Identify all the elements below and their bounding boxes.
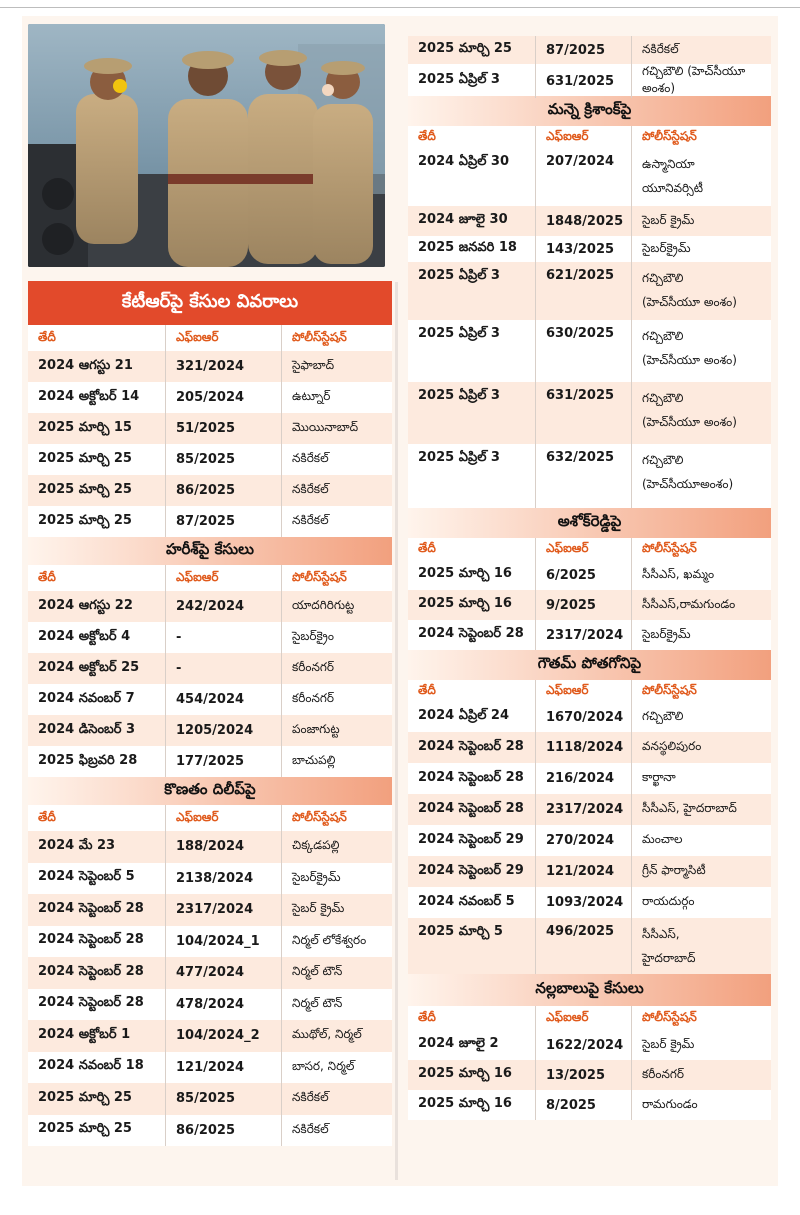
station-cell: సైబర్‌క్రైం <box>292 629 334 643</box>
table-row <box>408 794 771 825</box>
table-row <box>28 653 392 684</box>
fir-cell: 242/2024 <box>166 591 282 622</box>
date-cell: 2025 ఏప్రిల్ 3 <box>408 320 536 382</box>
fir-cell: 1848/2025 <box>536 206 632 236</box>
station-cell: పంజాగుట్ట <box>292 722 340 736</box>
station-cell: సీసీఎస్,రామగుండం <box>642 596 736 611</box>
date-cell: 2024 అక్టోబర్ 25 <box>28 653 166 684</box>
station-cell: కరీంనగర్ <box>642 1066 685 1081</box>
fir-header: ఎఫ్ఐఆర్ <box>536 680 632 702</box>
fir-cell: 631/2025 <box>536 382 632 444</box>
fir-cell: 632/2025 <box>536 444 632 508</box>
fir-cell: 85/2025 <box>166 444 282 475</box>
table-row <box>408 1030 771 1060</box>
station-cell: గ్రీన్ ఫార్మాసిటీ <box>642 863 706 877</box>
fir-cell: 188/2024 <box>166 831 282 863</box>
table-row <box>408 825 771 856</box>
date-cell: 2025 మార్చి 25 <box>28 506 166 537</box>
date-cell: 2025 ఏప్రిల్ 3 <box>408 64 536 98</box>
date-header: తేదీ <box>408 538 536 560</box>
fir-cell: 104/2024_2 <box>166 1020 282 1052</box>
date-cell: 2025 మార్చి 25 <box>28 1083 166 1115</box>
table-row <box>408 590 771 620</box>
table-row <box>28 746 392 777</box>
table-row <box>28 684 392 715</box>
fir-cell: 121/2024 <box>166 1052 282 1084</box>
date-header: తేదీ <box>408 126 536 148</box>
table-row <box>28 1083 392 1115</box>
station-cell: రాయదుర్గం <box>642 894 695 908</box>
station-cell: నకిరేకల్ <box>642 41 679 56</box>
table-row <box>28 382 392 413</box>
section-title: నల్లబాలుపై కేసులు <box>408 974 771 1006</box>
table-header <box>408 538 771 560</box>
section-title: హరీశ్‌పై కేసులు <box>28 537 392 565</box>
table-row <box>408 763 771 794</box>
table-row <box>408 887 771 918</box>
table-row <box>408 64 771 96</box>
station-cell: సీసీఎస్, ఖమ్మం <box>642 566 715 581</box>
station-cell: ఉస్మానియా యూనివర్సిటీ <box>642 157 704 195</box>
fir-cell: 621/2025 <box>536 262 632 320</box>
date-cell: 2024 అక్టోబర్ 4 <box>28 622 166 653</box>
date-cell: 2025 ఫిబ్రవరి 28 <box>28 746 166 777</box>
date-cell: 2024 సెప్టెంబర్ 28 <box>28 989 166 1021</box>
station-cell: నకిరేకల్ <box>292 513 329 527</box>
station-cell: నిర్మల్ టౌన్ <box>292 995 343 1010</box>
fir-cell: 321/2024 <box>166 351 282 382</box>
station-cell: మొయినాబాద్ <box>292 420 359 434</box>
station-cell: సైఫాబాద్ <box>292 358 335 372</box>
date-cell: 2024 మే 23 <box>28 831 166 863</box>
date-cell: 2025 మార్చి 16 <box>408 560 536 590</box>
table-row <box>408 206 771 236</box>
fir-cell: 6/2025 <box>536 560 632 590</box>
fir-cell: 1093/2024 <box>536 887 632 918</box>
date-cell: 2024 ఏప్రిల్ 24 <box>408 702 536 732</box>
fir-cell: - <box>166 653 282 684</box>
right-column <box>408 36 771 1120</box>
date-cell: 2025 మార్చి 15 <box>28 413 166 444</box>
station-cell: మంచాల <box>642 832 683 846</box>
date-cell: 2024 సెప్టెంబర్ 29 <box>408 825 536 856</box>
date-cell: 2025 మార్చి 25 <box>28 1115 166 1147</box>
station-cell: గచ్చిబౌలి (హెచ్‌సీయూ అంశం) <box>642 271 737 309</box>
station-cell: గచ్చిబౌలి (హెచ్‌సీయూ అంశం) <box>642 64 746 95</box>
fir-cell: 454/2024 <box>166 684 282 715</box>
table-row <box>28 413 392 444</box>
station-cell: నకిరేకల్ <box>292 482 329 496</box>
section-title: కేటీఆర్‌పై కేసుల వివరాలు <box>28 281 392 325</box>
fir-cell: 205/2024 <box>166 382 282 413</box>
fir-cell: 496/2025 <box>536 918 632 974</box>
section-title: కొణతం దిలీప్‌పై <box>28 777 392 805</box>
table-row <box>28 863 392 895</box>
column-divider <box>395 282 398 1180</box>
station-header: పోలీస్‌స్టేషన్ <box>292 809 347 824</box>
table-row <box>408 856 771 887</box>
fir-cell: 1205/2024 <box>166 715 282 746</box>
date-cell: 2025 మార్చి 25 <box>28 444 166 475</box>
table-row <box>28 894 392 926</box>
date-cell: 2024 సెప్టెంబర్ 28 <box>408 732 536 763</box>
date-cell: 2025 మార్చి 25 <box>408 36 536 64</box>
fir-cell: 477/2024 <box>166 957 282 989</box>
table-row <box>408 732 771 763</box>
date-cell: 2025 మార్చి 16 <box>408 1060 536 1090</box>
fir-cell: 86/2025 <box>166 475 282 506</box>
date-cell: 2025 ఏప్రిల్ 3 <box>408 444 536 508</box>
fir-header: ఎఫ్ఐఆర్ <box>536 538 632 560</box>
date-cell: 2025 మార్చి 16 <box>408 1090 536 1120</box>
date-cell: 2024 సెప్టెంబర్ 28 <box>28 894 166 926</box>
date-header: తేదీ <box>408 1006 536 1030</box>
station-cell: నకిరేకల్ <box>292 1090 329 1105</box>
fir-cell: 9/2025 <box>536 590 632 620</box>
station-cell: గచ్చిబౌలి (హెచ్‌సీయూఅంశం) <box>642 453 734 491</box>
date-cell: 2024 సెప్టెంబర్ 28 <box>408 763 536 794</box>
fir-cell: 270/2024 <box>536 825 632 856</box>
date-cell: 2024 సెప్టెంబర్ 28 <box>28 957 166 989</box>
left-column <box>28 281 392 1146</box>
fir-header: ఎఫ్ఐఆర్ <box>166 325 282 351</box>
station-cell: నకిరేకల్ <box>292 1121 329 1136</box>
table-row <box>408 444 771 508</box>
table-row <box>408 262 771 320</box>
station-header: పోలీస్‌స్టేషన్ <box>292 569 347 584</box>
fir-cell: - <box>166 622 282 653</box>
date-cell: 2024 నవంబర్ 7 <box>28 684 166 715</box>
table-header <box>408 1006 771 1030</box>
station-cell: సైబర్ క్రైమ్ <box>642 212 695 227</box>
fir-cell: 8/2025 <box>536 1090 632 1120</box>
table-row <box>28 1115 392 1147</box>
fir-cell: 2317/2024 <box>536 620 632 650</box>
table-row <box>408 702 771 732</box>
fir-cell: 1622/2024 <box>536 1030 632 1060</box>
date-cell: 2024 సెప్టెంబర్ 29 <box>408 856 536 887</box>
table-row <box>28 475 392 506</box>
station-cell: నిర్మల్ టౌన్ <box>292 964 343 979</box>
fir-cell: 85/2025 <box>166 1083 282 1115</box>
date-cell: 2024 ఏప్రిల్ 30 <box>408 148 536 206</box>
date-cell: 2024 సెప్టెంబర్ 28 <box>408 794 536 825</box>
station-cell: గచ్చిబౌలి (హెచ్‌సీయూ అంశం) <box>642 329 737 367</box>
police-officers-photo <box>28 24 385 267</box>
table-row <box>28 715 392 746</box>
date-cell: 2024 జూలై 2 <box>408 1030 536 1060</box>
station-cell: సైబర్‌క్రైమ్ <box>642 626 691 641</box>
date-cell: 2025 ఏప్రిల్ 3 <box>408 382 536 444</box>
fir-cell: 216/2024 <box>536 763 632 794</box>
table-row <box>408 918 771 974</box>
table-row <box>408 320 771 382</box>
station-cell: నకిరేకల్ <box>292 451 329 465</box>
station-cell: చిక్కడపల్లి <box>292 838 340 853</box>
table-row <box>408 236 771 262</box>
station-cell: యాదగిరిగుట్ట <box>292 598 355 612</box>
station-cell: కరీంనగర్ <box>292 691 335 705</box>
date-cell: 2024 డిసెంబర్ 3 <box>28 715 166 746</box>
fir-cell: 121/2024 <box>536 856 632 887</box>
table-row <box>28 957 392 989</box>
station-cell: ఉట్నూర్ <box>292 389 331 403</box>
table-row <box>28 506 392 537</box>
date-header: తేదీ <box>28 565 166 591</box>
station-cell: సీసీఎస్, హైదరాబాద్ <box>642 927 696 965</box>
table-row <box>28 926 392 958</box>
fir-cell: 104/2024_1 <box>166 926 282 958</box>
fir-header: ఎఫ్ఐఆర్ <box>536 1006 632 1030</box>
top-bar <box>0 0 800 8</box>
fir-header: ఎఫ్ఐఆర్ <box>166 565 282 591</box>
date-cell: 2024 సెప్టెంబర్ 28 <box>408 620 536 650</box>
table-row <box>28 351 392 382</box>
table-header <box>28 565 392 591</box>
date-cell: 2025 జనవరి 18 <box>408 236 536 262</box>
station-header: పోలీస్‌స్టేషన్ <box>642 682 697 697</box>
station-cell: కరీంనగర్ <box>292 660 335 674</box>
fir-cell: 143/2025 <box>536 236 632 262</box>
table-row <box>28 1052 392 1084</box>
table-row <box>408 382 771 444</box>
table-row <box>28 444 392 475</box>
station-cell: వనస్థలిపురం <box>642 739 702 753</box>
table-row <box>28 622 392 653</box>
station-header: పోలీస్‌స్టేషన్ <box>642 128 697 143</box>
section-title: అశోక్‌రెడ్డిపై <box>408 508 771 538</box>
station-cell: రామగుండం <box>642 1096 698 1111</box>
table-header <box>408 126 771 148</box>
station-cell: ముథోల్, నిర్మల్ <box>292 1027 362 1042</box>
table-header <box>408 680 771 702</box>
date-cell: 2024 ఆగస్టు 21 <box>28 351 166 382</box>
station-cell: కార్ఖానా <box>642 770 676 784</box>
table-header <box>28 325 392 351</box>
fir-header: ఎఫ్ఐఆర్ <box>536 126 632 148</box>
fir-cell: 2317/2024 <box>166 894 282 926</box>
station-header: పోలీస్‌స్టేషన్ <box>642 540 697 555</box>
fir-header: ఎఫ్ఐఆర్ <box>166 805 282 831</box>
fir-cell: 2138/2024 <box>166 863 282 895</box>
station-header: పోలీస్‌స్టేషన్ <box>642 1009 697 1024</box>
fir-cell: 51/2025 <box>166 413 282 444</box>
date-cell: 2025 మార్చి 5 <box>408 918 536 974</box>
date-cell: 2024 సెప్టెంబర్ 5 <box>28 863 166 895</box>
fir-cell: 631/2025 <box>536 64 632 98</box>
table-row <box>28 1020 392 1052</box>
fir-cell: 86/2025 <box>166 1115 282 1147</box>
table-row <box>408 36 771 64</box>
table-row <box>408 148 771 206</box>
section-title: గౌతమ్ పోతగోనిపై <box>408 650 771 680</box>
fir-cell: 87/2025 <box>166 506 282 537</box>
date-cell: 2025 మార్చి 16 <box>408 590 536 620</box>
table-row <box>408 1090 771 1120</box>
table-row <box>408 620 771 650</box>
fir-cell: 630/2025 <box>536 320 632 382</box>
station-cell: సైబర్‌క్రైమ్ <box>642 240 691 255</box>
station-cell: గచ్చిబౌలి <box>642 708 684 723</box>
fir-cell: 478/2024 <box>166 989 282 1021</box>
station-cell: సీసీఎస్, హైదరాబాద్ <box>642 801 737 815</box>
station-cell: బాచుపల్లి <box>292 753 336 767</box>
date-cell: 2024 సెప్టెంబర్ 28 <box>28 926 166 958</box>
date-header: తేదీ <box>28 325 166 351</box>
table-row <box>28 591 392 622</box>
date-cell: 2024 నవంబర్ 5 <box>408 887 536 918</box>
station-cell: బాసర, నిర్మల్ <box>292 1058 355 1073</box>
date-cell: 2024 అక్టోబర్ 1 <box>28 1020 166 1052</box>
fir-cell: 207/2024 <box>536 148 632 206</box>
fir-cell: 13/2025 <box>536 1060 632 1090</box>
fir-cell: 177/2025 <box>166 746 282 777</box>
station-cell: గచ్చిబౌలి (హెచ్‌సీయూ అంశం) <box>642 391 737 429</box>
fir-cell: 2317/2024 <box>536 794 632 825</box>
table-row <box>408 1060 771 1090</box>
table-row <box>28 989 392 1021</box>
station-header: పోలీస్‌స్టేషన్ <box>292 329 347 344</box>
date-cell: 2024 నవంబర్ 18 <box>28 1052 166 1084</box>
section-title: మన్నె క్రిశాంక్‌పై <box>408 96 771 126</box>
station-cell: సైబర్ క్రైమ్ <box>642 1036 695 1051</box>
date-cell: 2024 ఆగస్టు 22 <box>28 591 166 622</box>
table-header <box>28 805 392 831</box>
date-cell: 2025 మార్చి 25 <box>28 475 166 506</box>
table-row <box>408 560 771 590</box>
station-cell: నిర్మల్ లోకేశ్వరం <box>292 932 367 947</box>
fir-cell: 1118/2024 <box>536 732 632 763</box>
date-cell: 2025 ఏప్రిల్ 3 <box>408 262 536 320</box>
fir-cell: 87/2025 <box>536 36 632 64</box>
date-cell: 2024 అక్టోబర్ 14 <box>28 382 166 413</box>
date-header: తేదీ <box>408 680 536 702</box>
station-cell: సైబర్ క్రైమ్ <box>292 901 345 916</box>
table-row <box>28 831 392 863</box>
date-header: తేదీ <box>28 805 166 831</box>
fir-cell: 1670/2024 <box>536 702 632 732</box>
station-cell: సైబర్‌క్రైమ్ <box>292 869 341 884</box>
date-cell: 2024 జూలై 30 <box>408 206 536 236</box>
